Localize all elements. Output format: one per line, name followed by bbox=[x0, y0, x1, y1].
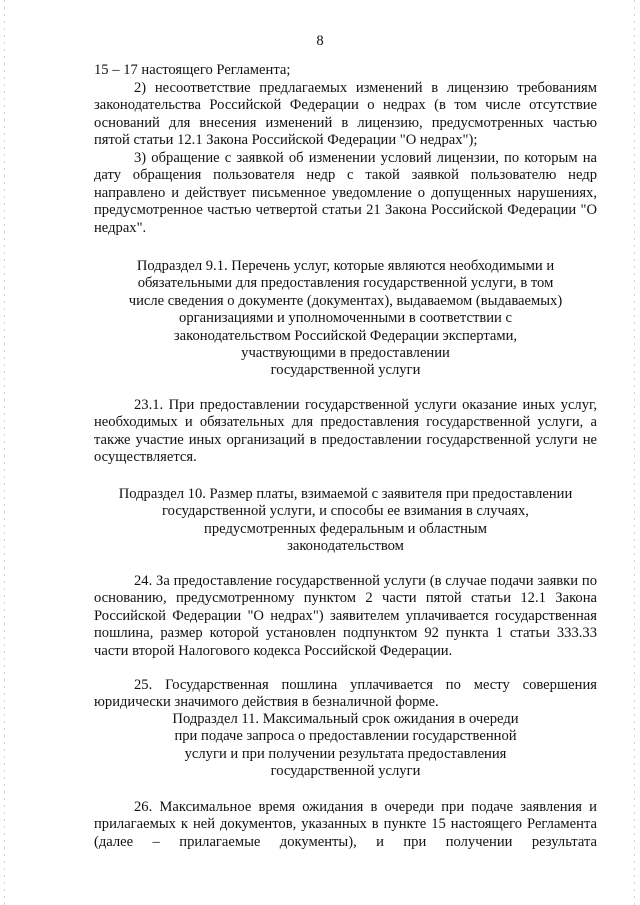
heading-line: предусмотренных федеральным и областным bbox=[204, 520, 487, 537]
scan-edge-right bbox=[634, 0, 635, 905]
heading-line: услуги и при получении результата предоставления bbox=[184, 745, 507, 762]
paragraph-item-2 bbox=[94, 80, 597, 150]
heading-line: участвующими в предоставлении bbox=[241, 345, 450, 362]
heading-line: законодательством bbox=[287, 538, 404, 555]
paragraph-text: 26. Максимальное время ожидания в очереди при подаче заявления и прилагаемых к ней документов, указанных в пункте 15 настоящего Регламента (далее – прилагаемые документы), и при получении результата bbox=[94, 799, 597, 850]
paragraph-24 bbox=[94, 573, 597, 660]
paragraph-continuation bbox=[94, 62, 597, 79]
heading-line: государственной услуги, и способы ее взимания в случаях, bbox=[162, 503, 529, 520]
heading-line: государственной услуги bbox=[270, 362, 421, 379]
paragraph-text: 2) несоответствие предлагаемых изменений в лицензию требованиям законодательства Российской Федерации о недрах (в том числе отсутствие оснований для внесения изменений в лицензию, предусмотренных частью пятой статьи 12.1 Закона Российской Федерации "О недрах"); bbox=[94, 80, 597, 149]
subsection-heading-10 bbox=[94, 486, 597, 556]
paragraph-text: 15 – 17 настоящего Регламента; bbox=[94, 62, 291, 78]
paragraph-text: 25. Государственная пошлина уплачивается по месту совершения юридически значимого действия в безналичной форме. bbox=[94, 677, 597, 711]
scan-edge-left bbox=[4, 0, 5, 905]
heading-line: государственной услуги bbox=[270, 763, 421, 780]
paragraph-26 bbox=[94, 799, 597, 851]
heading-line: числе сведения о документе (документах), выдаваемом (выдаваемых) bbox=[128, 292, 563, 309]
paragraph-item-3 bbox=[94, 150, 597, 237]
paragraph-text: 24. За предоставление государственной услуги (в случае подачи заявки по основанию, предусмотренному пунктом 2 части пятой статьи 12.1 Закона Российской Федерации "О недрах") заявителем уплачивается государственная пошлина, размер которой установлен подпунктом 92 пункта 1 статьи 333.33 части второй Налогового кодекса Российской Федерации. bbox=[94, 573, 597, 659]
paragraph-23-1 bbox=[94, 397, 597, 467]
heading-line: при подаче запроса о предоставлении государственной bbox=[174, 728, 517, 745]
heading-line: Подраздел 9.1. Перечень услуг, которые являются необходимыми и bbox=[136, 258, 555, 274]
heading-line: Подраздел 10. Размер платы, взимаемой с заявителя при предоставлении bbox=[118, 486, 573, 502]
subsection-heading-9-1 bbox=[94, 258, 597, 380]
subsection-heading-11 bbox=[94, 711, 597, 781]
paragraph-text: 23.1. При предоставлении государственной услуги оказание иных услуг, необходимых и обязательных для предоставления государственной услуги, а также участие иных организаций в предоставлении государственной услуги не осуществляется. bbox=[94, 397, 597, 466]
heading-line: обязательными для предоставления государственной услуги, в том bbox=[137, 275, 554, 292]
heading-line: законодательством Российской Федерации экспертами, bbox=[173, 327, 518, 344]
page-number: 8 bbox=[316, 33, 324, 49]
heading-line: Подраздел 11. Максимальный срок ожидания в очереди bbox=[172, 711, 519, 727]
heading-line: организациями и уполномоченными в соответствии с bbox=[179, 310, 512, 327]
paragraph-text: 3) обращение с заявкой об изменении условий лицензии, по которым на дату обращения пользователя недр с такой заявкой пользователю недр направлено и действует письменное уведомление о допущенных нарушениях, предусмотренное частью четвертой статьи 21 Закона Российской Федерации "О недрах". bbox=[94, 150, 597, 236]
paragraph-25 bbox=[94, 677, 597, 712]
